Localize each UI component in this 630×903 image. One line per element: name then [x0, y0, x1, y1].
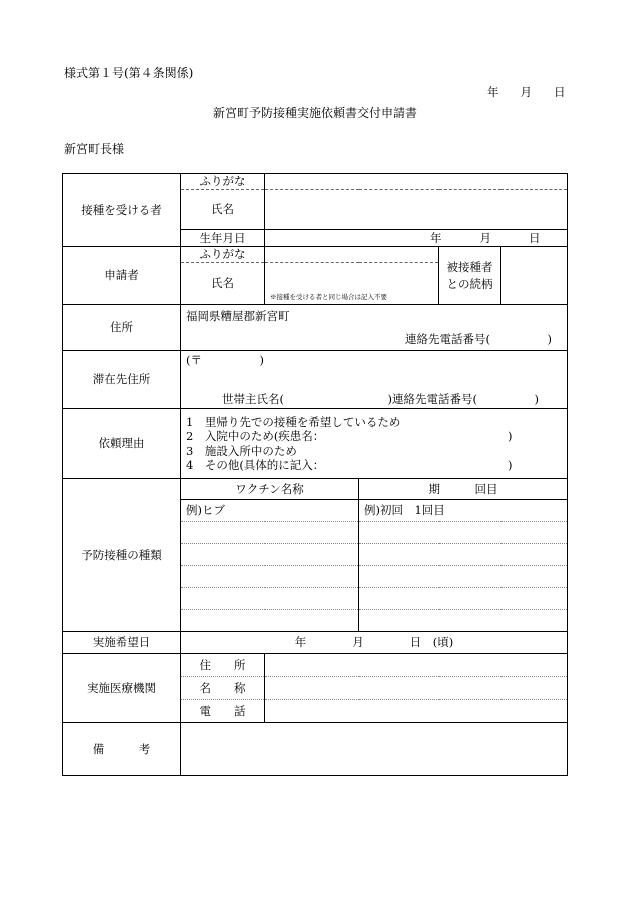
applicant-name-note: ※接種を受ける者と同じ場合は記入不要	[270, 292, 387, 301]
vaccine-period-header: 期 回目	[359, 479, 568, 500]
recipient-name-field[interactable]	[265, 190, 568, 230]
relation-field[interactable]	[501, 247, 568, 305]
date-month-label: 月	[520, 85, 532, 99]
institution-label: 実施医療機関	[63, 654, 181, 723]
institution-phone-label: 電 話	[181, 700, 265, 723]
applicant-name-label: 氏名	[181, 263, 265, 305]
vaccine-name-input[interactable]	[181, 588, 359, 610]
institution-address-label: 住 所	[181, 654, 265, 677]
reason-item-2-close: )	[508, 429, 513, 444]
page-title: 新宮町予防接種実施依頼書交付申請書	[212, 106, 417, 120]
vaccine-section-label: 予防接種の種類	[63, 479, 181, 632]
desired-date-label: 実施希望日	[63, 632, 181, 654]
dob-year: 年	[430, 230, 442, 245]
applicant-section-label: 申請者	[63, 247, 181, 305]
addressee: 新宮町長様	[64, 142, 125, 156]
application-form-table	[62, 173, 568, 776]
institution-name-field[interactable]	[265, 677, 568, 700]
vaccine-name-header: ワクチン名称	[181, 479, 359, 500]
vaccine-name-input[interactable]	[181, 610, 359, 632]
vaccine-example-name: 例)ヒブ	[181, 500, 359, 522]
recipient-dob-field[interactable]	[265, 230, 568, 247]
vaccine-name-input[interactable]	[181, 544, 359, 566]
reason-item-4: 4 その他(具体的に記入：	[186, 457, 325, 472]
dob-month: 月	[479, 230, 491, 245]
address-phone: 連絡先電話番号( )	[405, 331, 552, 346]
dob-day: 日	[529, 230, 541, 245]
vaccine-period-input[interactable]	[359, 522, 568, 544]
reason-item-1: 1 里帰り先での接種を希望しているため	[186, 414, 401, 429]
recipient-furigana-field[interactable]	[265, 174, 568, 190]
institution-address-field[interactable]	[265, 654, 568, 677]
form-number: 様式第１号(第４条関係)	[64, 66, 194, 80]
vaccine-period-input[interactable]	[359, 566, 568, 588]
recipient-furigana-label: ふりがな	[181, 174, 265, 190]
vaccine-example-period: 例)初回 1回目	[359, 500, 568, 522]
stay-address-field[interactable]	[181, 351, 568, 409]
reason-field[interactable]	[181, 409, 568, 479]
address-field[interactable]	[181, 305, 568, 351]
desired-date-field[interactable]: 年 月 日 (頃)	[181, 632, 568, 654]
address-value: 福岡県糟屋郡新宮町	[186, 309, 290, 324]
remarks-label: 備 考	[63, 723, 181, 776]
applicant-furigana-label: ふりがな	[181, 247, 265, 263]
recipient-dob-label: 生年月日	[181, 230, 265, 247]
reason-item-3: 3 施設入所中のため	[186, 443, 297, 458]
vaccine-period-input[interactable]	[359, 588, 568, 610]
stay-postal: (〒 )	[186, 353, 264, 368]
address-label: 住所	[63, 305, 181, 351]
date-day-label: 日	[554, 85, 566, 99]
remarks-field[interactable]	[181, 723, 568, 776]
reason-item-2: 2 入院中のため(疾患名：	[186, 429, 325, 444]
stay-householder: 世帯主氏名( )連絡先電話番号( )	[222, 391, 539, 406]
recipient-name-label: 氏名	[181, 190, 265, 230]
relation-label: 被接種者 との続柄	[439, 247, 501, 305]
vaccine-period-input[interactable]	[359, 544, 568, 566]
submission-date	[487, 84, 566, 100]
institution-name-label: 名 称	[181, 677, 265, 700]
vaccine-name-input[interactable]	[181, 522, 359, 544]
stay-address-label: 滞在先住所	[63, 351, 181, 409]
applicant-name-field[interactable]	[265, 263, 439, 305]
applicant-furigana-field[interactable]	[265, 247, 439, 263]
reason-item-4-close: )	[508, 457, 513, 472]
vaccine-name-input[interactable]	[181, 566, 359, 588]
recipient-section-label: 接種を受ける者	[63, 174, 181, 247]
institution-phone-field[interactable]	[265, 700, 568, 723]
date-year-label: 年	[487, 85, 499, 99]
reason-label: 依頼理由	[63, 409, 181, 479]
vaccine-period-input[interactable]	[359, 610, 568, 632]
